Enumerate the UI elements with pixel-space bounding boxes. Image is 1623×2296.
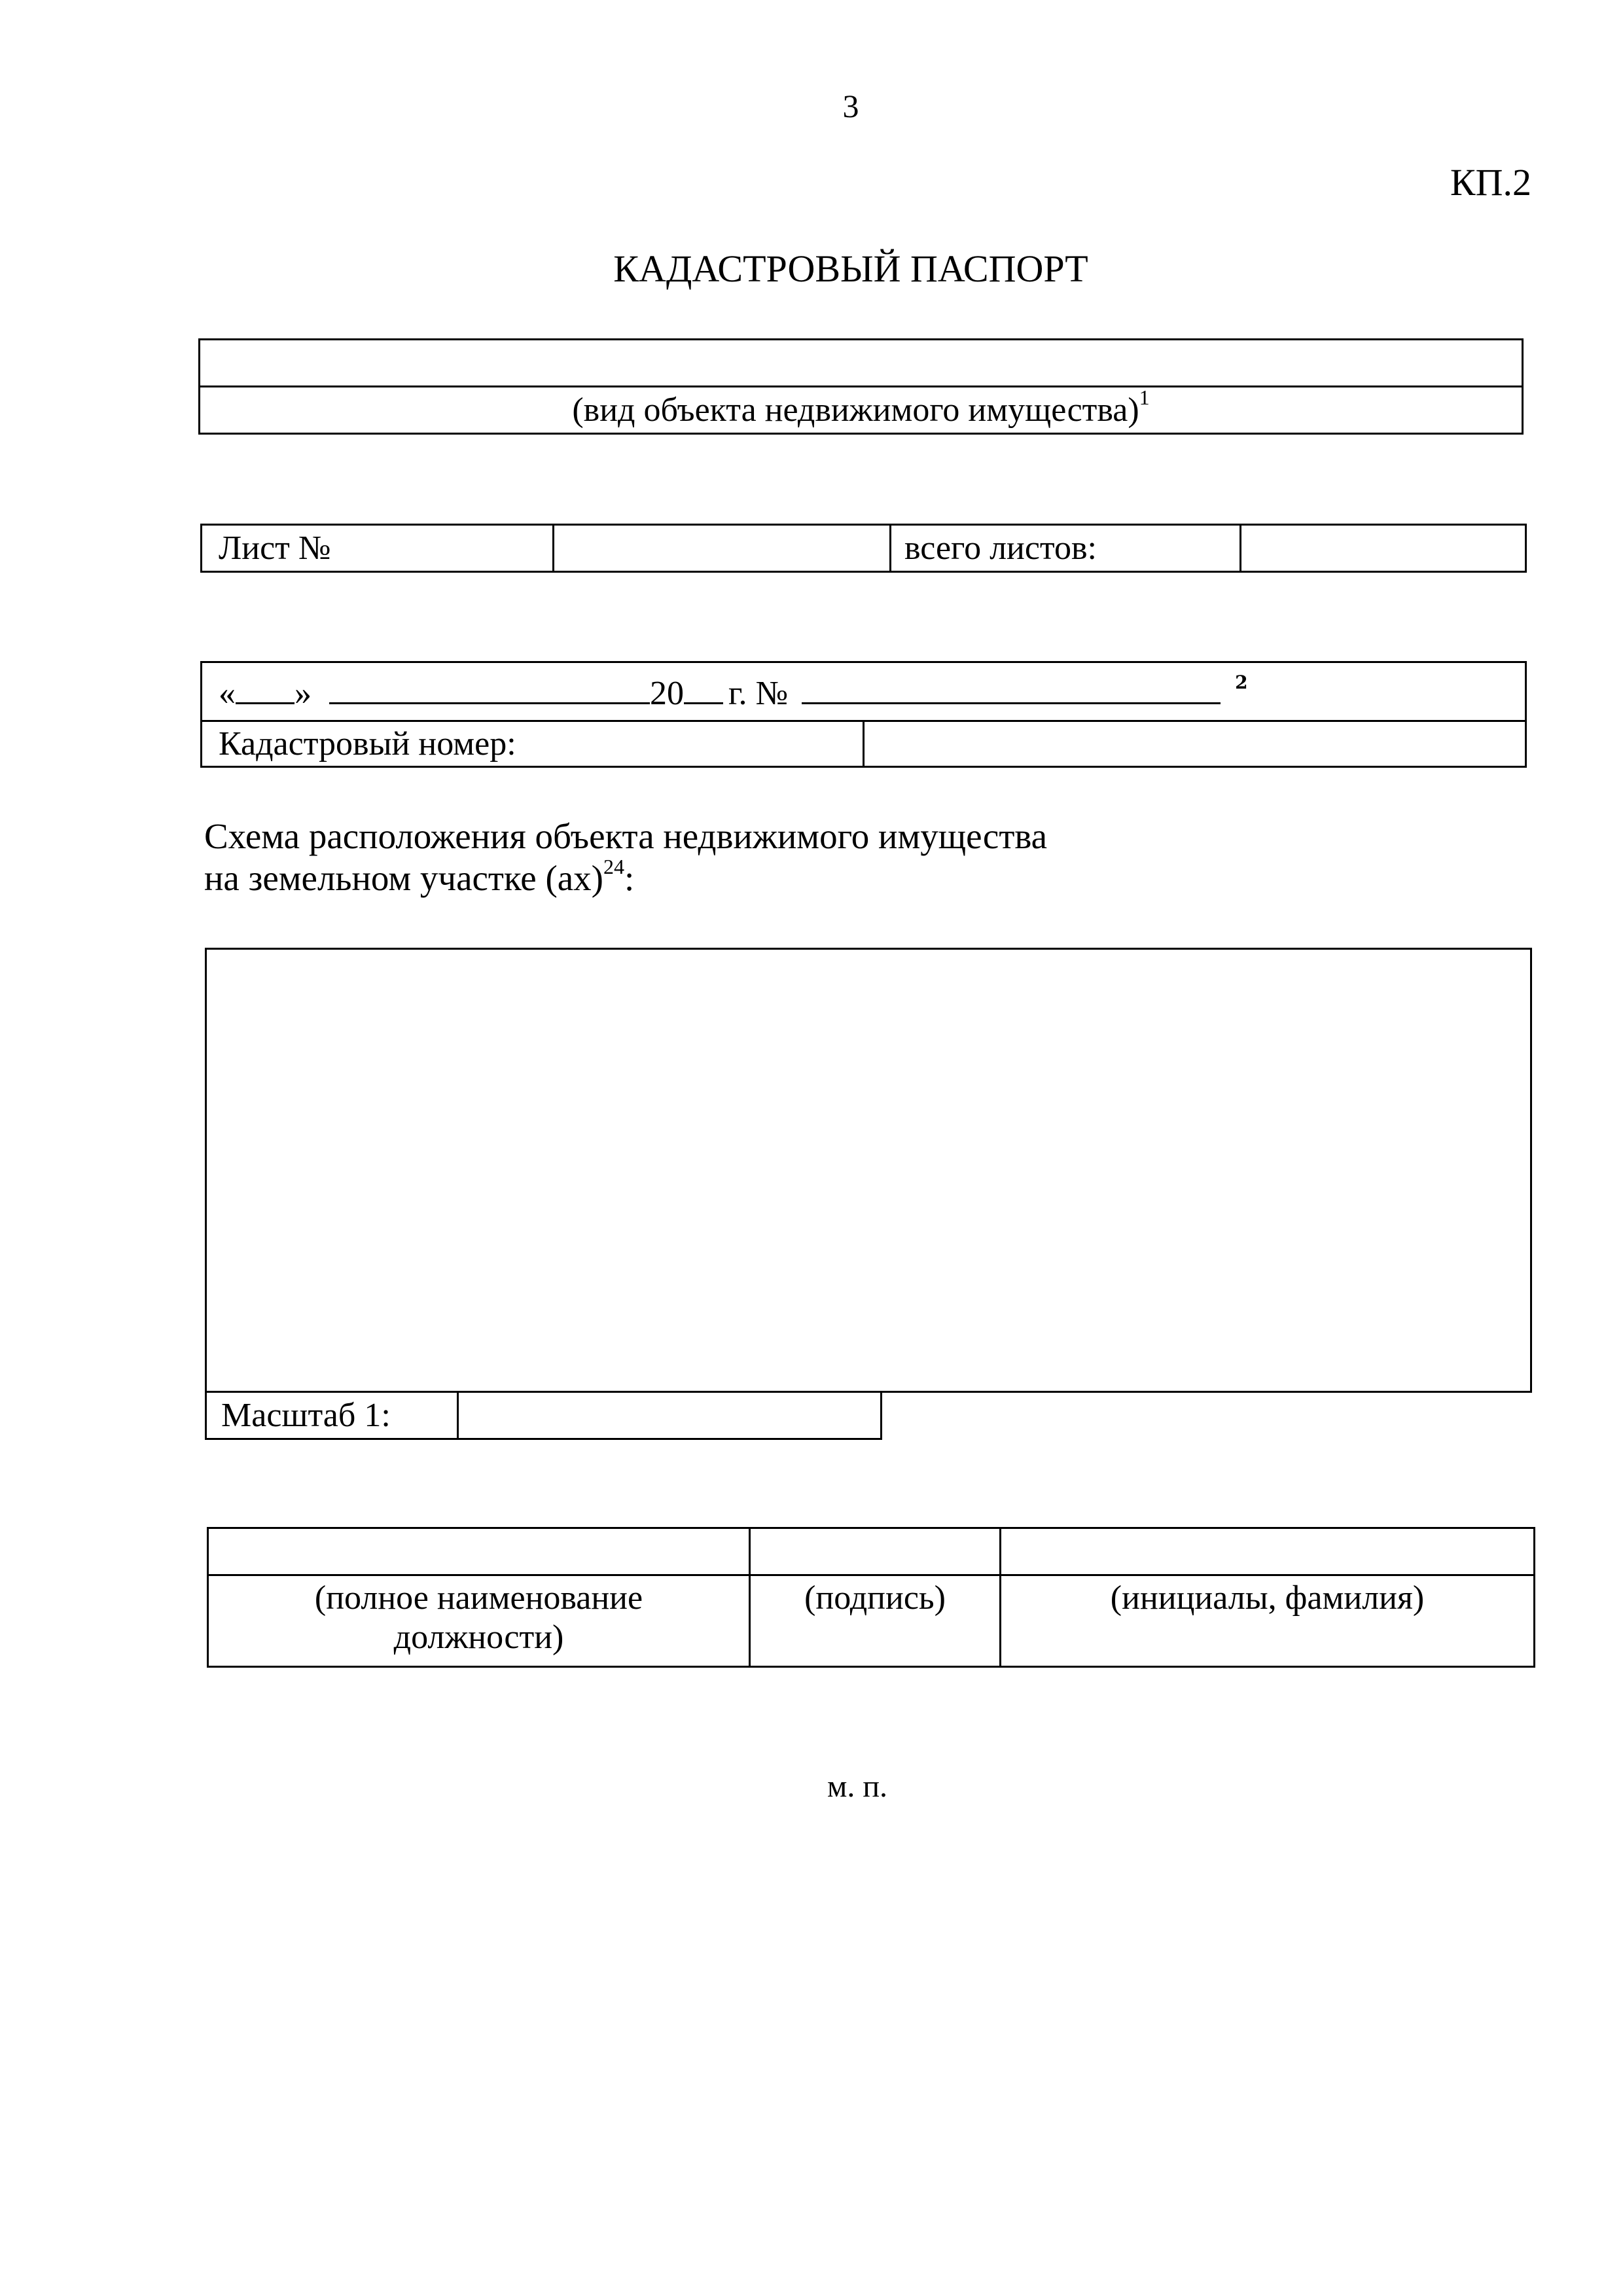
month-blank[interactable]	[329, 672, 650, 704]
year-blank[interactable]	[684, 672, 723, 704]
object-type-footnote: 1	[1139, 386, 1150, 410]
scheme-caption-line1: Схема расположения объекта недвижимого имущества	[204, 816, 1048, 856]
scale-value-field[interactable]	[458, 1392, 882, 1439]
total-sheets-label-cell	[891, 525, 1241, 572]
position-caption-cell	[208, 1575, 750, 1667]
date-number-cell	[202, 662, 1526, 721]
stamp-place: м. п.	[827, 1769, 888, 1804]
registration-table	[200, 661, 1527, 768]
document-title: КАДАСТРОВЫЙ ПАСПОРТ	[613, 247, 1088, 290]
object-type-table	[198, 338, 1524, 435]
sheet-label: Лист №	[219, 529, 331, 567]
date-open-quote: «	[219, 675, 236, 712]
page-number: 3	[842, 88, 859, 124]
scale-label: Масштаб 1:	[221, 1396, 391, 1434]
scale-table	[205, 1391, 882, 1440]
scale-label-cell	[206, 1392, 458, 1439]
signature-table	[207, 1527, 1535, 1668]
position-field[interactable]	[208, 1528, 750, 1575]
scheme-caption-colon: :	[624, 858, 635, 898]
sheet-number-field[interactable]	[554, 525, 891, 572]
date-close-quote: »	[294, 675, 312, 712]
cadastral-number-field[interactable]	[864, 721, 1526, 767]
cadastral-number-label: Кадастровый номер:	[219, 725, 516, 762]
cadastral-label-cell	[202, 721, 864, 767]
registration-number-blank[interactable]	[802, 672, 1221, 704]
day-blank[interactable]	[236, 672, 294, 704]
total-sheets-label: всего листов:	[904, 529, 1097, 567]
total-sheets-field[interactable]	[1241, 525, 1526, 572]
year-prefix: 20	[650, 675, 684, 712]
sheet-table	[200, 524, 1527, 573]
scheme-drawing-area[interactable]	[205, 948, 1532, 1393]
scheme-caption-line2: на земельном участке (ах)	[204, 858, 603, 898]
date-line-footnote: 2	[1235, 671, 1248, 693]
name-caption-cell	[1001, 1575, 1535, 1667]
year-suffix: г. №	[728, 675, 789, 712]
position-caption-line1: (полное наименование	[314, 1579, 643, 1617]
signature-field[interactable]	[750, 1528, 1001, 1575]
scheme-caption-line2-wrap	[204, 854, 1186, 899]
scheme-footnote: 24	[603, 854, 624, 878]
object-type-field[interactable]	[200, 340, 1523, 387]
name-caption: (инициалы, фамилия)	[1110, 1579, 1425, 1617]
signature-caption: (подпись)	[804, 1579, 946, 1617]
object-type-caption: (вид объекта недвижимого имущества)	[572, 391, 1139, 429]
form-code: КП.2	[1450, 161, 1531, 204]
name-field[interactable]	[1001, 1528, 1535, 1575]
object-type-caption-cell	[200, 387, 1523, 434]
sheet-label-cell	[202, 525, 554, 572]
signature-caption-cell	[750, 1575, 1001, 1667]
scheme-caption	[204, 816, 1186, 899]
position-caption-line2: должности)	[393, 1619, 564, 1656]
